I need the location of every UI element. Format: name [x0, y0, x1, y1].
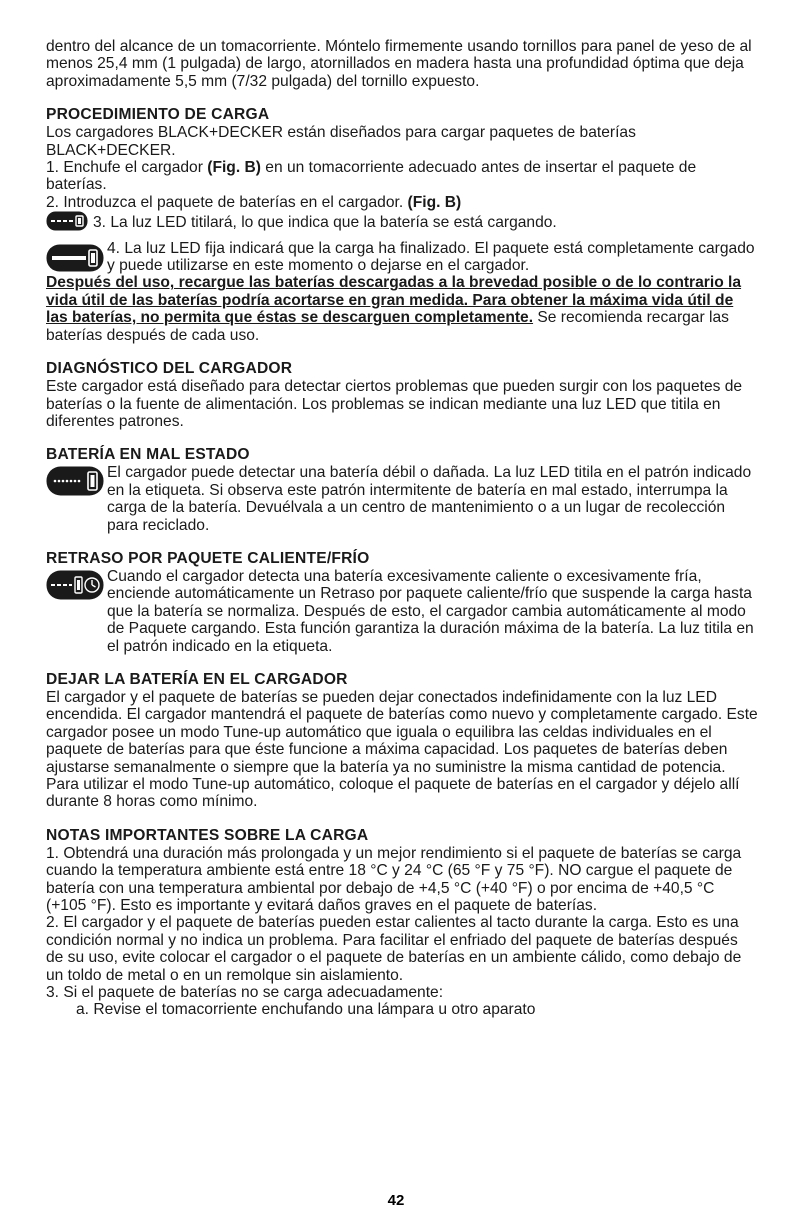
led-hot-cold-delay-icon — [46, 570, 104, 600]
led-charging-icon — [46, 211, 88, 231]
section-heading-carga: PROCEDIMIENTO DE CARGA — [46, 106, 270, 124]
retraso-text: Cuando el cargador detecta una batería excesivamente caliente o excesivamente fría, enciende automáticamente un Retraso por paquete caliente/frío que suspende la carga hasta que la batería se normaliza. Después de esto, el cargador cambia automáticamente al modo de Paquete cargando. Esta función garantiza la duración máxima de la batería. La luz titila en el patrón indicado en la etiqueta. — [107, 567, 754, 655]
carga-step-2: 2. Introduzca el paquete de baterías en el cargador. (Fig. B) — [46, 193, 462, 211]
carga-warning-paragraph: Después del uso, recargue las baterías descargadas a la brevedad posible o de lo contrario la vida útil de las baterías podría acortarse en gran medida. Para obtener la máxima vida útil de las baterías, no permita que éstas se descarguen completamente. Se recomienda recargar las baterías después de cada uso. — [46, 274, 742, 344]
notas-item-3: 3. Si el paquete de baterías no se carga adecuadamente: — [46, 984, 444, 1002]
recharge-warning: Después del uso, recargue las baterías descargadas a la brevedad posible o de lo contrario la vida útil de las baterías podría acortarse en gran medida. Para obtener la máxima vida útil de las baterías, no permita que éstas se descarguen completamente. — [46, 274, 742, 327]
carga-step-3: 3. La luz LED titilará, lo que indica que la batería se está cargando. — [93, 214, 557, 232]
section-heading-dejar: DEJAR LA BATERÍA EN EL CARGADOR — [46, 670, 348, 688]
manual-page — [46, 38, 758, 1019]
led-charged-icon — [46, 244, 104, 272]
carga-step-1: 1. Enchufe el cargador (Fig. B) en un tomacorriente adecuado antes de insertar el paquete de baterías. — [46, 159, 697, 194]
retraso-row — [46, 568, 758, 655]
notas-item-3a: a. Revise el tomacorriente enchufando una lámpara u otro aparato — [76, 1001, 536, 1019]
fig-ref: (Fig. B) — [207, 159, 261, 177]
carga-step-4: 4. La luz LED fija indicará que la carga ha finalizado. El paquete está completamente cargado y puede utilizarse en este momento o dejarse en el cargador. — [107, 239, 755, 275]
page-number: 42 — [387, 1192, 405, 1209]
fig-ref: (Fig. B) — [407, 193, 462, 211]
mal-estado-row — [46, 464, 758, 534]
led-bad-battery-icon — [46, 466, 104, 496]
carga-intro: Los cargadores BLACK+DECKER están diseñados para cargar paquetes de baterías BLACK+DECKER. — [46, 124, 636, 159]
notas-item-1: 1. Obtendrá una duración más prolongada y un mejor rendimiento si el paquete de baterías se carga cuando la temperatura ambiente está entre 18 °C y 24 °C (65 °F y 75 °F). NO cargue el paquete de batería con una temperatura ambiental por debajo de +4,5 °C (+40 °F) o por encima de +40,5 °C (+105 °F). Esto es importante y evitará daños graves en el paquete de baterías. — [46, 844, 742, 915]
dejar-text: El cargador y el paquete de baterías se pueden dejar conectados indefinidamente con la luz LED encendida. El cargador mantendrá el paquete de baterías como nuevo y completamente cargado. Este cargador posee un modo Tune-up automático que iguala o equilibra las celdas individuales en el paquete de baterías para que éste funcione a máxima capacidad. Los paquetes de baterías deben ajustarse semanalmente o siempre que la batería ya no suministre la misma cantidad de potencia. Para utilizar el modo Tune-up automático, coloque el paquete de baterías en el cargador y déjelo allí durante 8 horas como mínimo. — [46, 688, 758, 811]
section-heading-mal-estado: BATERÍA EN MAL ESTADO — [46, 446, 250, 464]
carga-step-3-row — [46, 211, 758, 231]
section-heading-retraso: RETRASO POR PAQUETE CALIENTE/FRÍO — [46, 549, 370, 567]
carga-step-4-row — [46, 240, 758, 275]
section-heading-diagnostico: DIAGNÓSTICO DEL CARGADOR — [46, 360, 293, 378]
section-heading-notas: NOTAS IMPORTANTES SOBRE LA CARGA — [46, 826, 369, 844]
intro-paragraph: dentro del alcance de un tomacorriente. Móntelo firmemente usando tornillos para panel de yeso de al menos 25,4 mm (1 pulgada) de largo, atornillados en madera hasta una profundidad óptima que deja aproximadamente 5,5 mm (7/32 pulgada) del tornillo expuesto. — [46, 38, 752, 90]
notas-item-2: 2. El cargador y el paquete de baterías pueden estar calientes al tacto durante la carga. Esto es una condición normal y no indica un problema. Para facilitar el enfriado del paquete de baterías después de su uso, evite colocar el cargador o el paquete de baterías en un ambiente cálido, como debajo de un toldo de metal o en un remolque sin aislamiento. — [46, 914, 742, 984]
diagnostico-text: Este cargador está diseñado para detectar ciertos problemas que pueden surgir con los paquetes de baterías o la fuente de alimentación. Los problemas se indican mediante una luz LED que titila en diferentes patrones. — [46, 378, 743, 430]
mal-estado-text: El cargador puede detectar una batería débil o dañada. La luz LED titila en el patrón indicado en la etiqueta. Si observa este patrón intermitente de batería en mal estado, interrumpa la carga de la batería. Devuélvala a un centro de mantenimiento o a un lugar de recolección para reciclado. — [107, 464, 752, 534]
